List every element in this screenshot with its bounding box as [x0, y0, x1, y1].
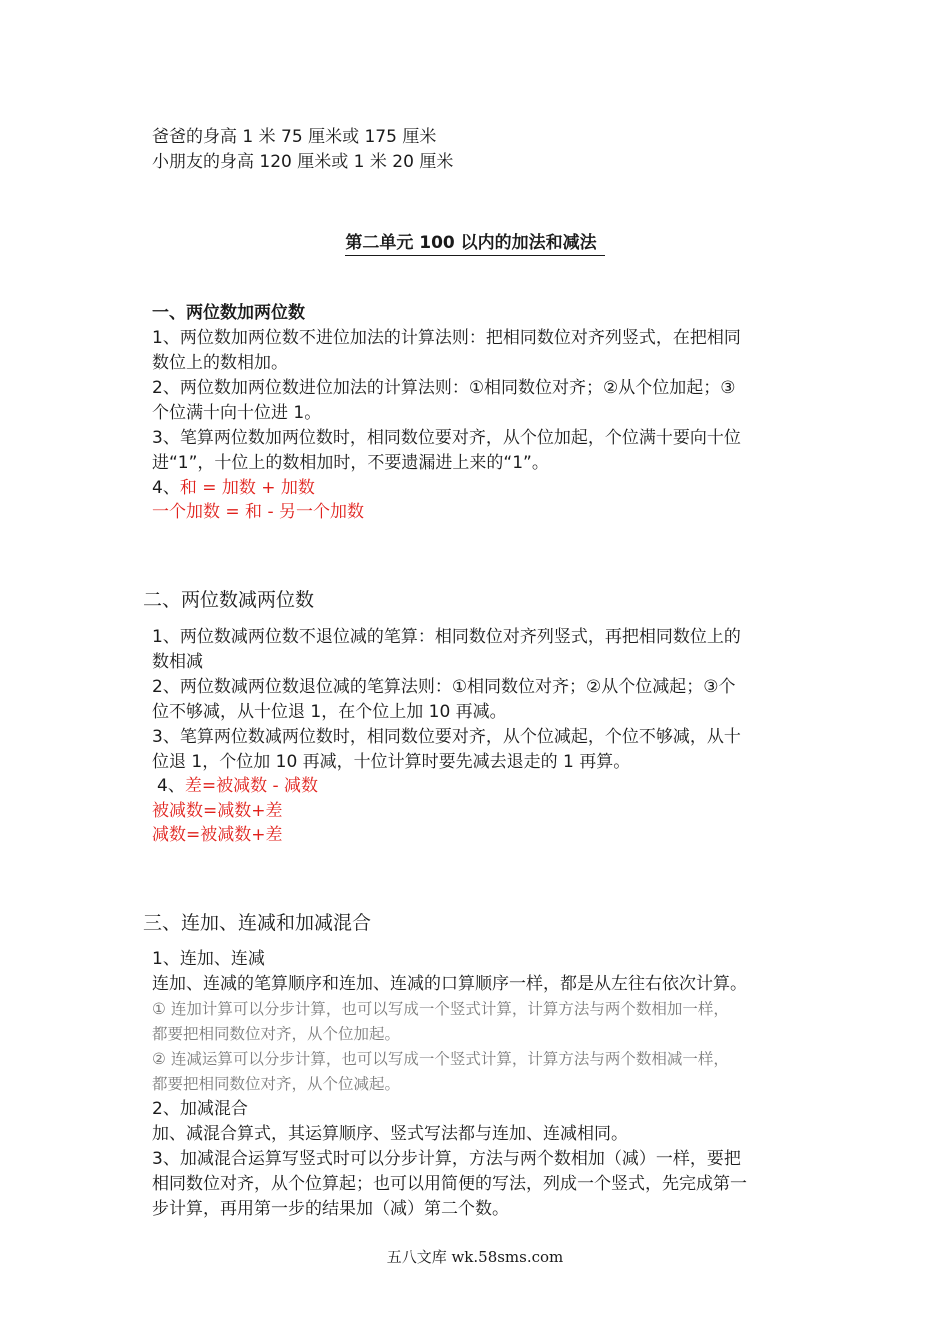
- intro-line-1: 爸爸的身高 1 米 75 厘米或 175 厘米: [152, 127, 437, 147]
- section3-heading: 三、连加、连减和加减混合: [143, 912, 372, 934]
- section2-rule1-a: 1、两位数减两位数不退位减的笔算：相同数位对齐列竖式，再把相同数位上的: [152, 627, 741, 647]
- section1-formula-sum: 和 = 加数 + 加数: [179, 478, 315, 498]
- section2-formula-subtrahend: 减数=被减数+差: [152, 825, 283, 845]
- section2-formula-difference: 差=被减数 - 减数: [184, 776, 319, 796]
- section2-formula-minuend: 被减数=减数+差: [152, 801, 283, 821]
- section2-formula-prefix: 4、: [157, 776, 185, 796]
- section2-rule2-a: 2、两位数减两位数退位减的笔算法则：①相同数位对齐；②从个位减起；③个: [152, 677, 736, 697]
- section3-rule3-c: 步计算，再用第一步的结果加（减）第二个数。: [152, 1199, 509, 1219]
- section3-note1-a: ① 连加计算可以分步计算，也可以写成一个竖式计算，计算方法与两个数相加一样，: [152, 1000, 729, 1018]
- section1-rule3-a: 3、笔算两位数加两位数时，相同数位要对齐，从个位加起，个位满十要向十位: [152, 428, 741, 448]
- section2-formula-row: [157, 774, 318, 799]
- section1-rule1-b: 数位上的数相加。: [152, 353, 288, 373]
- intro-line-2: 小朋友的身高 120 厘米或 1 米 20 厘米: [152, 152, 454, 172]
- section1-formula-addend: 一个加数 = 和 - 另一个加数: [152, 502, 364, 522]
- section1-rule2-b: 个位满十向十位进 1。: [152, 403, 322, 423]
- section3-sub2: 2、加减混合: [152, 1099, 248, 1119]
- section1-formula-row: [152, 476, 315, 501]
- section2-rule2-b: 位不够减，从十位退 1，在个位上加 10 再减。: [152, 702, 507, 722]
- section3-rule3-b: 相同数位对齐，从个位算起；也可以用简便的写法，列成一个竖式，先完成第一: [152, 1174, 747, 1194]
- section1-rule1-a: 1、两位数加两位数不进位加法的计算法则：把相同数位对齐列竖式，在把相同: [152, 328, 741, 348]
- section2-heading: 二、两位数减两位数: [143, 589, 315, 611]
- section3-note1-b: 都要把相同数位对齐，从个位加起。: [152, 1025, 401, 1043]
- section1-formula-prefix: 4、: [152, 478, 180, 498]
- unit-title: 第二单元 100 以内的加法和减法: [0, 228, 950, 253]
- section2-rule3-a: 3、笔算两位数减两位数时，相同数位要对齐，从个位减起，个位不够减，从十: [152, 727, 741, 747]
- section3-rule3-a: 3、加减混合运算写竖式时可以分步计算，方法与两个数相加（减）一样，要把: [152, 1149, 741, 1169]
- section1-heading: 一、两位数加两位数: [152, 303, 305, 323]
- section3-order-rule: 连加、连减的笔算顺序和连加、连减的口算顺序一样，都是从左往右依次计算。: [152, 974, 747, 994]
- footer-watermark: 五八文库 wk.58sms.com: [386, 1248, 564, 1266]
- section3-note2-b: 都要把相同数位对齐，从个位减起。: [152, 1075, 401, 1093]
- section1-rule3-b: 进“1”，十位上的数相加时，不要遗漏进上来的“1”。: [152, 453, 549, 473]
- section3-note2-a: ② 连减运算可以分步计算，也可以写成一个竖式计算，计算方法与两个数相减一样，: [152, 1050, 729, 1068]
- section3-mixed-rule: 加、减混合算式，其运算顺序、竖式写法都与连加、连减相同。: [152, 1124, 628, 1144]
- section2-rule3-b: 位退 1，个位加 10 再减，十位计算时要先减去退走的 1 再算。: [152, 752, 631, 772]
- section1-rule2-a: 2、两位数加两位数进位加法的计算法则：①相同数位对齐；②从个位加起；③: [152, 378, 736, 398]
- section2-rule1-b: 数相减: [152, 652, 203, 672]
- section3-sub1: 1、连加、连减: [152, 949, 265, 969]
